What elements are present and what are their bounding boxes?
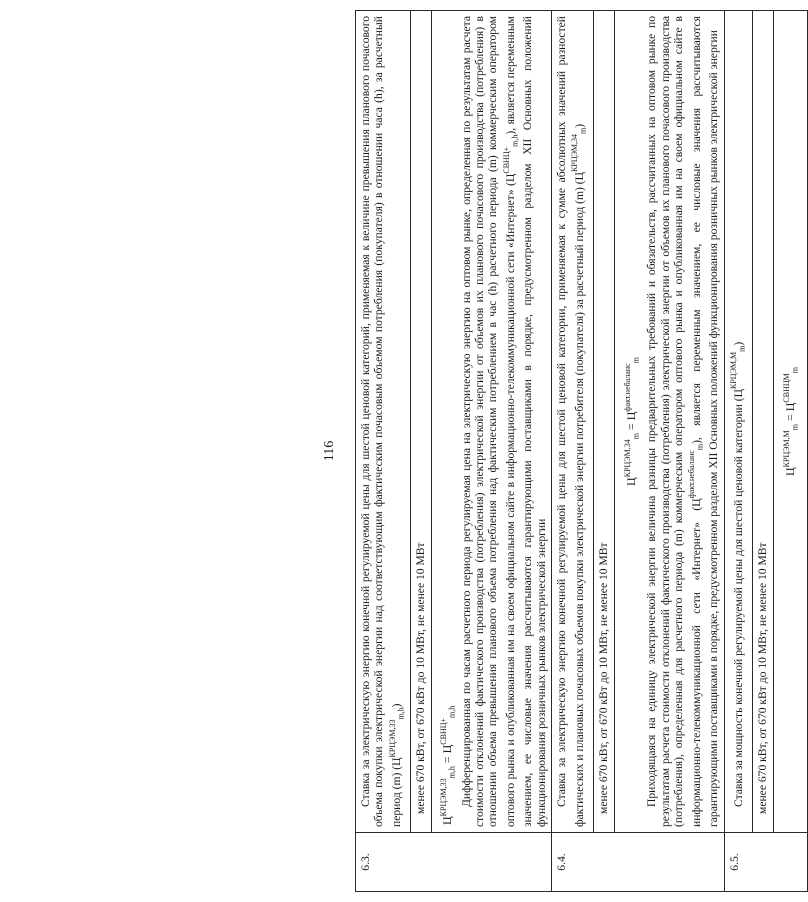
table-row — [614, 11, 724, 892]
formula: $Ц^{КРЦЭМ,34}_m = Ц^{факт.небаланс}_m$ — [622, 357, 640, 486]
tier-label: менее 670 кВт, от 670 кВт до 10 МВт, не менее 10 МВт — [753, 11, 773, 833]
row-title: Ставка за электрическую энергию конечной регулируемой цены для шестой ценовой категорий, применяемая к величине превышения планового почасового объема покупки электрической энергии над соответствующим фактическим почасовым объемом потребления (покупателя) в отношении часа (h), за расчетный период (m) $(Ц^{КРЦЭМ,33}_{m,h})$ — [356, 11, 411, 833]
tier-label: менее 670 кВт, от 670 кВт до 10 МВт, не менее 10 МВт — [594, 11, 614, 833]
formula-description: Дифференцированная по часам расчетного периода регулируемая цена на электрическую энергию на оптовом рынке, определенная по результатам расчета стоимости отклонений фактического производства (потребления) электрической энергии от объемов их планового почасового производства (потребления) в отношении объема превышения планового объема потребления над фактическим потреблением в час (h) расчетного периода (m) коммерческим оператором оптового рынка и опубликованная им на своем официальном сайте в информационно-телекоммуникационной сети «Интернет» $(Ц^{СВНЦ+}_{m,h})$, является переменным значением, ее числовые значения рассчитываются гарантирующими поставщиками в порядке, предусмотренном разделом XII Основных положений функционирования розничных рынков электрической энергии — [459, 16, 548, 827]
table-row — [431, 11, 551, 892]
formula-cell — [431, 11, 551, 833]
tier-label: менее 670 кВт, от 670 кВт до 10 МВт, не менее 10 МВт — [411, 11, 431, 833]
table-row — [552, 11, 594, 892]
row-title: Ставка за электрическую энергию конечной регулируемой цены для шестой ценовой категории, применяемая к сумме абсолютных значений разностей фактических и плановых почасовых объемов покупки электрической энергии потребителя (покупателя) за расчетный период (m) $(Ц^{КРЦЭМ,34}_m)$ — [552, 11, 594, 833]
row-title: Ставка за мощность конечной регулируемой цены для шестой ценовой категории $(Ц^{КРЦЭМ,М}_m)$ — [724, 11, 753, 833]
formula: $Ц^{КРЦЭМ,33}_{m,h} = Ц^{СВНЦ+}_{m,h}$ — [438, 705, 457, 825]
formula-description: Приходящаяся на единицу электрической энергии величина разницы предварительных требований и обязательств, рассчитанных на оптовом рынке по результатам расчета стоимости отклонений фактического производства (потребления) электрической энергии от объемов их планового почасового производства (потребления), определенная для расчетного периода (m) коммерческим оператором оптового рынка и опубликованная им на своем официальном сайте в информационно-телекоммуникационной сети «Интернет» $(Ц^{факт.небаланс}_m)$, является переменным значением, ее числовые значения рассчитываются гарантирующими поставщиками в порядке, предусмотренном разделом XII Основных положений функционирования розничных рынков электрической энергии — [645, 16, 721, 827]
table-row — [753, 11, 773, 892]
row-number: 6.3. — [356, 833, 552, 892]
tariff-table — [355, 10, 808, 892]
page-number: 116 — [322, 440, 337, 462]
table-row — [724, 11, 753, 892]
formula-cell — [773, 11, 808, 833]
formula-cell — [614, 11, 724, 833]
table-row — [773, 11, 808, 892]
row-number: 6.4. — [552, 833, 724, 892]
row-number: 6.5. — [724, 833, 808, 892]
formula: $Ц^{КРЦЭМ,М}_m = Ц^{СВНЦМ}_m$ — [781, 367, 799, 476]
table-row — [411, 11, 431, 892]
table-row — [356, 11, 411, 892]
table-row — [594, 11, 614, 892]
